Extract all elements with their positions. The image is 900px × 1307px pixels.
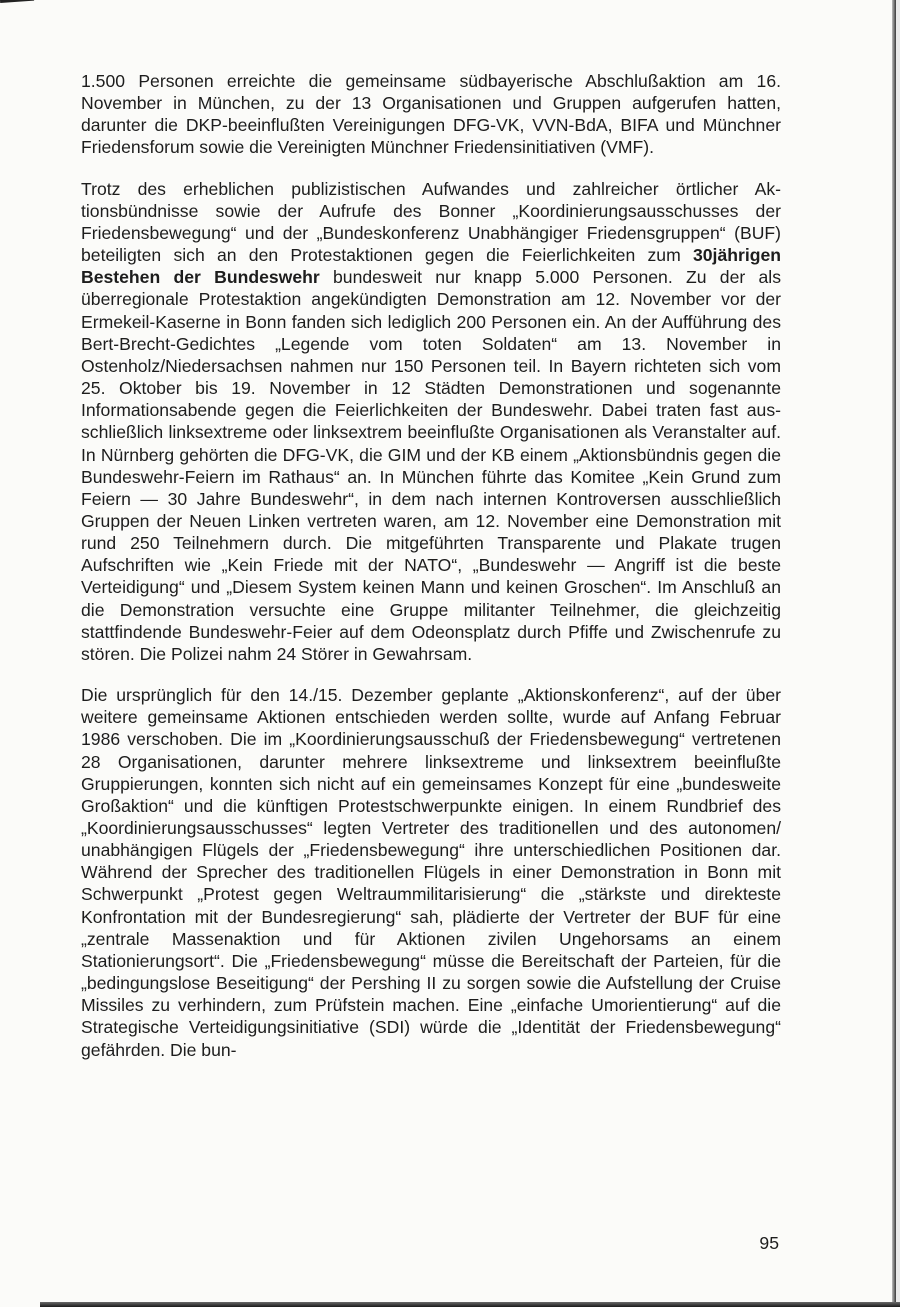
paragraph-3: Die ursprünglich für den 14./15. Dezember geplante „Aktionskonferenz“, auf der über weitere gemeinsame Aktionen entschieden werden sollte, wurde auf Anfang Februar 1986 verschoben. Die im „Koordinierungsausschuß der Friedensbewegung“ vertretenen 28 Organisationen, darunter mehrere linksextreme und linksextrem beeinflußte Gruppierungen, konnten sich nicht auf ein gemeinsames Konzept für eine „bundesweite Großaktion“ und die künftigen Protestschwerpunkte einigen. In einem Rundbrief des „Koordinierungsausschusses“ legten Vertreter des traditionellen und des autonomen/ unabhängigen Flügels der „Friedensbewegung“ ihre unterschiedlichen Positionen dar. Während der Sprecher des traditionellen Flügels in einer Demonstration in Bonn mit Schwerpunkt „Protest gegen Weltraummilitarisierung“ die „stärkste und direkteste Konfrontation mit der Bundesregierung“ sah, plädierte der Vertreter der BUF für eine „zentrale Massenaktion und für Aktionen zivilen Ungehorsams an einem Stationierungsort“. Die „Friedensbewegung“ müsse die Bereitschaft der Parteien, für die „bedingungslose Beseitigung“ der Pershing II zu sorgen sowie die Aufstellung der Cruise Missiles zu verhindern, zum Prüfstein machen. Eine „einfache Umorientierung“ auf die Strategische Verteidigungsinitiative (SDI) würde die „Identität der Friedensbewegung“ gefährden. Die bun- bbox=[81, 685, 781, 1060]
paragraph-2-end: bundesweit nur knapp 5.000 Personen. Zu der als überregionale Protestaktion angekündigten Demonstration am 12. November vor der Ermekeil-Kaserne in Bonn fanden sich lediglich 200 Personen ein. An der Aufführung des Bert-Brecht-Gedichtes „Legende vom toten Soldaten“ am 13. November in Ostenholz/Niedersachsen nahmen nur 150 Personen teil. In Bayern richteten sich vom 25. Oktober bis 19. November in 12 Städten Demonstrationen und sogenannte Informationsabende gegen die Feierlichkeiten der Bundeswehr. Dabei traten fast ausschließlich linksextreme oder linksextrem beeinflußte Organisationen als Veranstalter auf. In Nürnberg gehörten die DFG-VK, die GIM und der KB einem „Aktionsbündnis gegen die Bundeswehr-Feiern im Rathaus“ an. In München führte das Komitee „Kein Grund zum Feiern — 30 Jahre Bundeswehr“, in dem nach internen Kontroversen ausschließlich Gruppen der Neuen Linken vertreten waren, am 12. November eine Demonstration mit rund 250 Teilnehmern durch. Die mitgeführten Transparente und Plakate trugen Aufschriften wie „Kein Friede mit der NATO“, „Bundeswehr — Angriff ist die beste Verteidigung“ und „Diesem System keinen Mann und keinen Groschen“. Im Anschluß an die Demonstration versuchte eine Gruppe militanter Teilnehmer, die gleichzeitig stattfindende Bundeswehr-Feier auf dem Odeonsplatz durch Pfiffe und Zwischenrufe zu stören. Die Polizei nahm 24 Störer in Gewahrsam. bbox=[81, 267, 781, 664]
scan-artifact-bottom-edge bbox=[40, 1302, 900, 1307]
body-text bbox=[81, 70, 781, 1080]
page-number: 95 bbox=[759, 1233, 779, 1253]
scan-artifact-corner bbox=[0, 0, 34, 3]
paragraph-1: 1.500 Personen erreichte die gemeinsame südbayerische Abschlußaktion am 16. November in München, zu der 13 Organisationen und Gruppen aufgerufen hatten, darunter die DKP-beeinflußten Vereinigungen DFG-VK, VVN-BdA, BIFA und Münchner Friedensforum sowie die Vereinigten Münchner Friedensinitiativen (VMF). bbox=[81, 71, 781, 158]
paragraph-2-emphasis: 30jährigen Bestehen der Bundeswehr bbox=[81, 245, 781, 288]
scan-artifact-right-shadow bbox=[892, 0, 896, 1307]
paragraph-2 bbox=[81, 178, 781, 665]
scan-artifact-right-edge bbox=[896, 0, 900, 1307]
paragraph-2-start: Trotz des erheblichen publizistischen Aufwandes und zahlreicher örtlicher Aktionsbündnisse sowie der Aufrufe des Bonner „Koordinierungsausschusses der Friedensbewegung“ und der „Bundeskonferenz Unabhängiger Friedensgruppen“ (BUF) beteiligten sich an den Protestaktionen gegen die Feierlichkeiten zum bbox=[81, 178, 781, 266]
